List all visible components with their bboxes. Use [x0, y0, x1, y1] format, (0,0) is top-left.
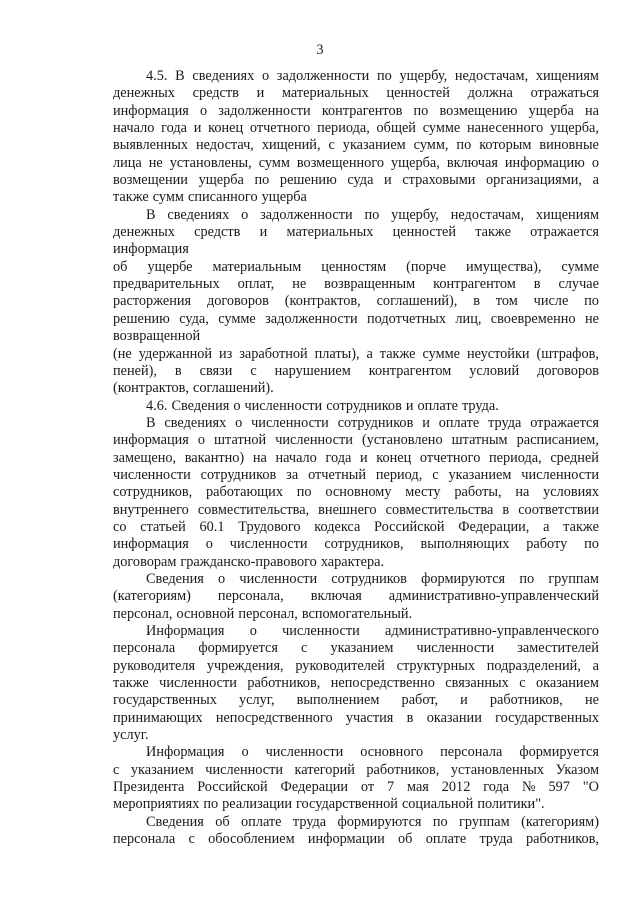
text-line: замещено, вакантно) на начало года и конец отчетного периода, средней	[113, 449, 599, 466]
text-line: принимающих непосредственного участия в оказании государственных	[113, 709, 599, 726]
text-line: (категориям) персонала, включая административно-управленческий	[113, 588, 599, 605]
text-line: мероприятиях по реализации государственной социальной политики".	[113, 796, 545, 813]
text-line: информация о штатной численности (установлено штатным расписанием,	[113, 432, 599, 449]
text-line: со статьей 60.1 Трудового кодекса Российской Федерации, а также	[113, 518, 599, 535]
text-line: персонал, основной персонал, вспомогательный.	[113, 605, 413, 622]
text-line: информация о численности сотрудников, выполняющих работу по	[113, 536, 599, 553]
text-line: возвращенной	[113, 328, 201, 345]
text-line: начало года и конец отчетного периода, общей сумме нанесенного ущерба,	[113, 120, 599, 137]
text-line: персонала с обособлением информации об оплате труда работников,	[113, 831, 599, 848]
text-line: Информация о численности административно-управленческого	[146, 623, 599, 639]
text-line: государственных услуг, выполнением работ, и работников, не	[113, 692, 599, 709]
text-line: персонала формируется с указанием численности заместителей	[113, 640, 599, 657]
body-text	[113, 68, 599, 848]
text-line: информация о задолженности контрагентов по возмещению ущерба на	[113, 102, 599, 119]
text-line: пеней), в связи с нарушением контрагентом условий договоров	[113, 362, 599, 379]
text-line: услуг.	[113, 727, 149, 744]
text-line: предварительных оплат, не возвращенным контрагентом в случае	[113, 276, 599, 293]
text-line: сотрудников, работающих по основному месту работы, на условиях	[113, 484, 599, 501]
text-line: договорам гражданско-правового характера.	[113, 553, 385, 570]
text-line: внутреннего совместительства, внешнего совместительства в соответствии	[113, 501, 599, 518]
text-line: выявленных недостач, хищений, с указанием сумм, по которым виновные	[113, 137, 599, 154]
text-line: Президента Российской Федерации от 7 мая 2012 года № 597 "О	[113, 779, 599, 796]
text-line: возмещении ущерба по решению суда и страховыми организациями, а	[113, 172, 599, 189]
text-line: лица не установлены, сумм возмещенного ущерба, включая информацию о	[113, 154, 599, 171]
text-line: решению суда, сумме задолженности подотчетных лиц, своевременно не	[113, 310, 599, 327]
text-line: В сведениях о задолженности по ущербу, недостачам, хищениям	[146, 206, 599, 223]
page-number: 3	[316, 42, 324, 58]
text-line: об ущербе материальным ценностям (порче имущества), сумме	[113, 258, 599, 275]
text-line: руководителя учреждения, руководителей структурных подразделений, а	[113, 657, 599, 674]
text-line: с указанием численности категорий работников, установленных Указом	[113, 761, 599, 778]
text-line: денежных средств и материальных ценностей должна отражаться	[113, 85, 599, 102]
text-line: информация	[113, 241, 189, 258]
text-line: Сведения об оплате труда формируются по группам (категориям)	[146, 813, 599, 830]
text-line: численности сотрудников за отчетный период, с указанием численности	[113, 466, 599, 483]
text-line: расторжения договоров (контрактов, соглашений), в том числе по	[113, 293, 599, 310]
text-line: Информация о численности основного персонала формируется	[146, 744, 599, 761]
text-line: 4.6. Сведения о численности сотрудников и оплате труда.	[146, 397, 499, 414]
text-line: также численности работников, непосредственно связанных с оказанием	[113, 675, 599, 692]
text-line: (не удержанной из заработной платы), а также сумме неустойки (штрафов,	[113, 345, 599, 362]
text-line: Сведения о численности сотрудников формируются по группам	[146, 570, 599, 587]
text-line: 4.5. В сведениях о задолженности по ущербу, недостачам, хищениям	[146, 68, 599, 84]
text-line: (контрактов, соглашений).	[113, 380, 274, 397]
text-line: В сведениях о численности сотрудников и оплате труда отражается	[146, 414, 599, 431]
text-line: денежных средств и материальных ценностей также отражается	[113, 224, 599, 241]
text-line: также сумм списанного ущерба	[113, 189, 307, 206]
